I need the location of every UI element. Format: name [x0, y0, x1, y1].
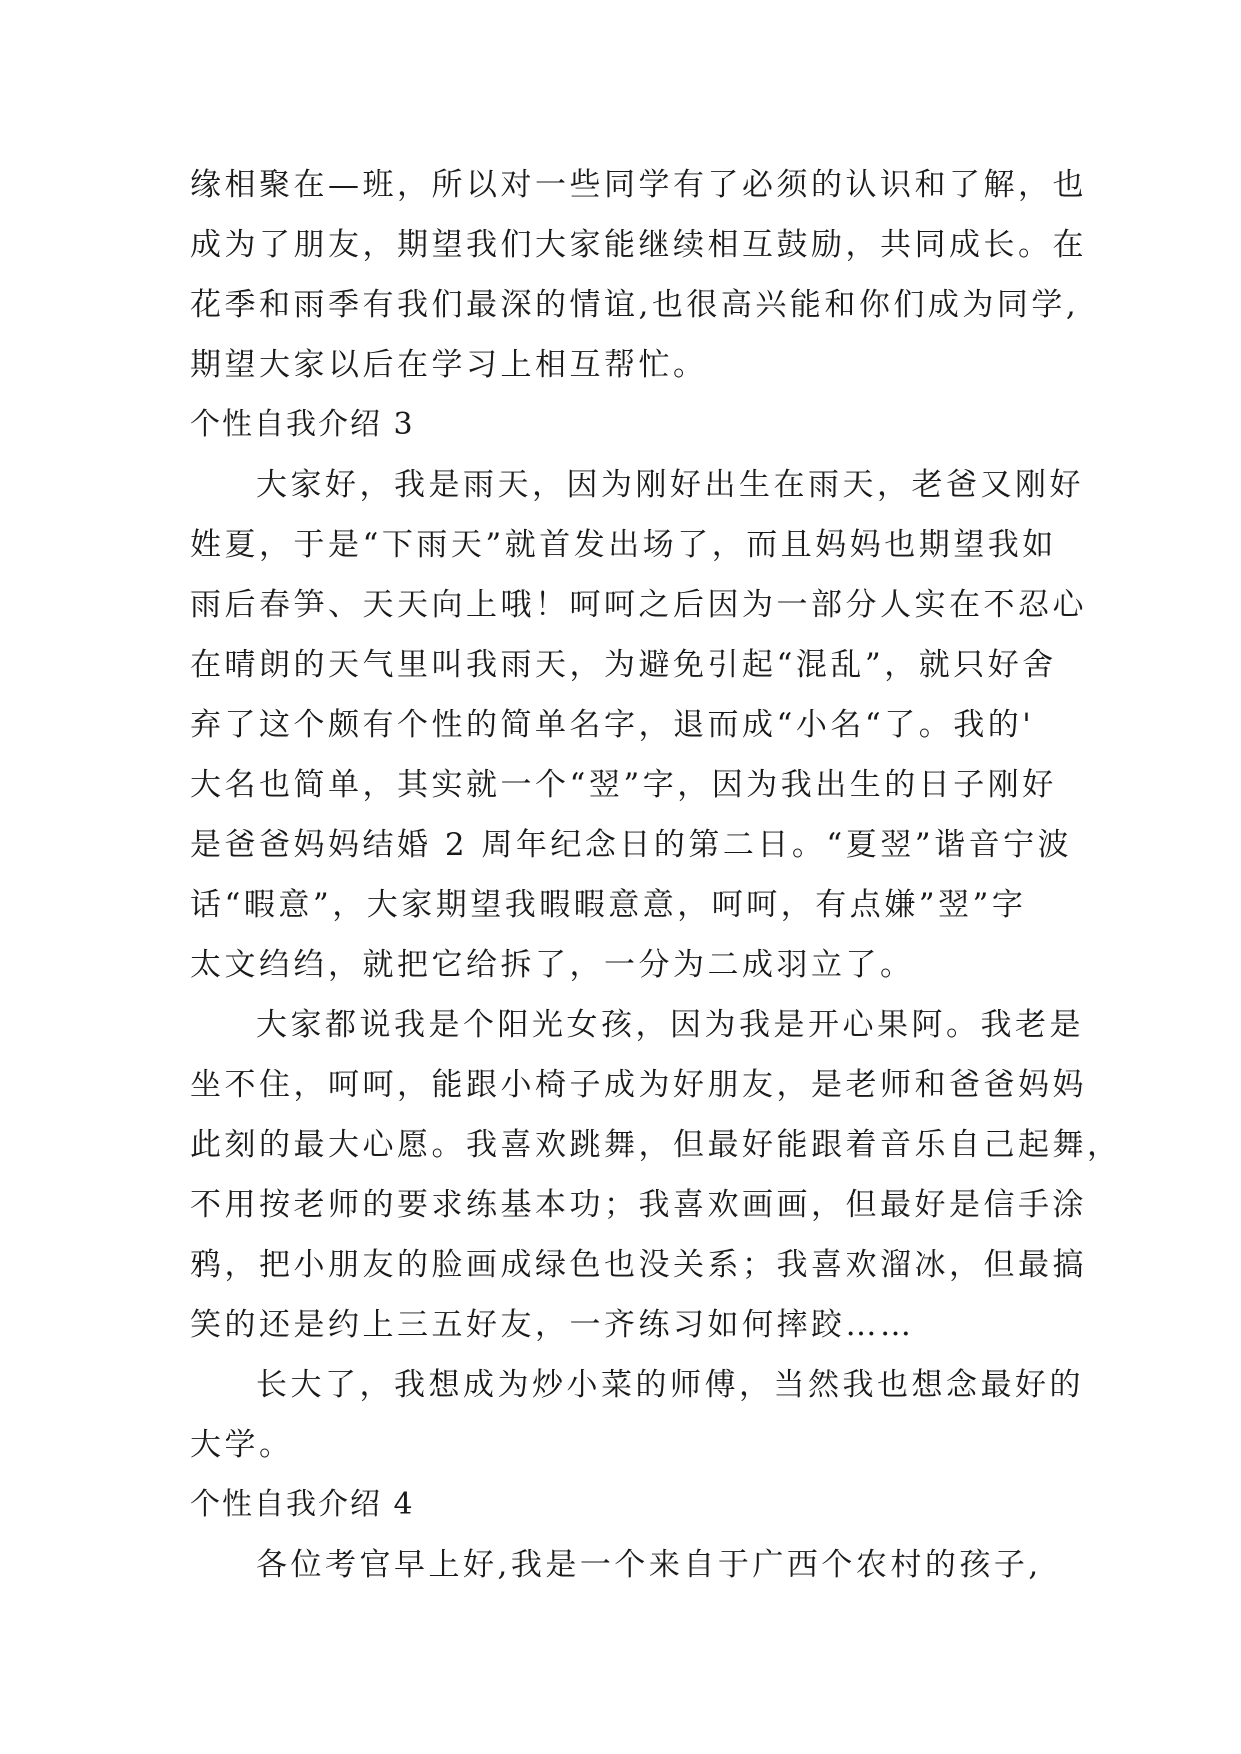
paragraph-line: 坐不住，呵呵，能跟小椅子成为好朋友，是老师和爸爸妈妈	[190, 1067, 1087, 1103]
paragraph-line: 各位考官早上好,我是一个来自于广西个农村的孩子,	[256, 1547, 1042, 1583]
paragraph-line: 雨后春笋、天天向上哦！呵呵之后因为一部分人实在不忍心	[190, 587, 1087, 623]
paragraph-line: 大家都说我是个阳光女孩，因为我是开心果阿。我老是	[256, 1007, 1084, 1043]
paragraph-line: 大学。	[190, 1427, 294, 1463]
paragraph-line: 鸦，把小朋友的脸画成绿色也没关系；我喜欢溜冰，但最搞	[190, 1247, 1087, 1283]
paragraph-line: 缘相聚在—班，所以对一些同学有了必须的认识和了解，也	[190, 167, 1087, 203]
paragraph-line: 此刻的最大心愿。我喜欢跳舞，但最好能跟着音乐自己起舞，	[190, 1127, 1122, 1163]
section-heading: 个性自我介绍 4	[190, 1487, 415, 1522]
paragraph-line: 笑的还是约上三五好友，一齐练习如何摔跤……	[190, 1307, 915, 1343]
paragraph-line: 在晴朗的天气里叫我雨天，为避免引起“混乱”，就只好舍	[190, 647, 1057, 683]
paragraph-line: 花季和雨季有我们最深的情谊,也很高兴能和你们成为同学,	[190, 287, 1080, 323]
paragraph-line: 姓夏，于是“下雨天”就首发出场了，而且妈妈也期望我如	[190, 527, 1057, 563]
paragraph-line: 大家好，我是雨天，因为刚好出生在雨天，老爸又刚好	[256, 467, 1084, 503]
paragraph-line: 长大了，我想成为炒小菜的师傅，当然我也想念最好的	[256, 1367, 1084, 1403]
paragraph-line: 弃了这个颇有个性的简单名字，退而成“小名“了。我的'	[190, 707, 1035, 743]
paragraph-line: 大名也简单，其实就一个“翌”字，因为我出生的日子刚好	[190, 767, 1057, 803]
paragraph-line: 是爸爸妈妈结婚 2 周年纪念日的第二日。“夏翌”谐音宁波	[190, 827, 1073, 863]
paragraph-line: 期望大家以后在学习上相互帮忙。	[190, 347, 708, 383]
paragraph-line: 话“暇意”，大家期望我暇暇意意，呵呵，有点嫌”翌”字	[190, 887, 1027, 923]
paragraph-line: 成为了朋友，期望我们大家能继续相互鼓励，共同成长。在	[190, 227, 1087, 263]
paragraph-line: 太文绉绉，就把它给拆了，一分为二成羽立了。	[190, 947, 915, 983]
paragraph-line: 不用按老师的要求练基本功；我喜欢画画，但最好是信手涂	[190, 1187, 1087, 1223]
section-heading: 个性自我介绍 3	[190, 407, 415, 442]
